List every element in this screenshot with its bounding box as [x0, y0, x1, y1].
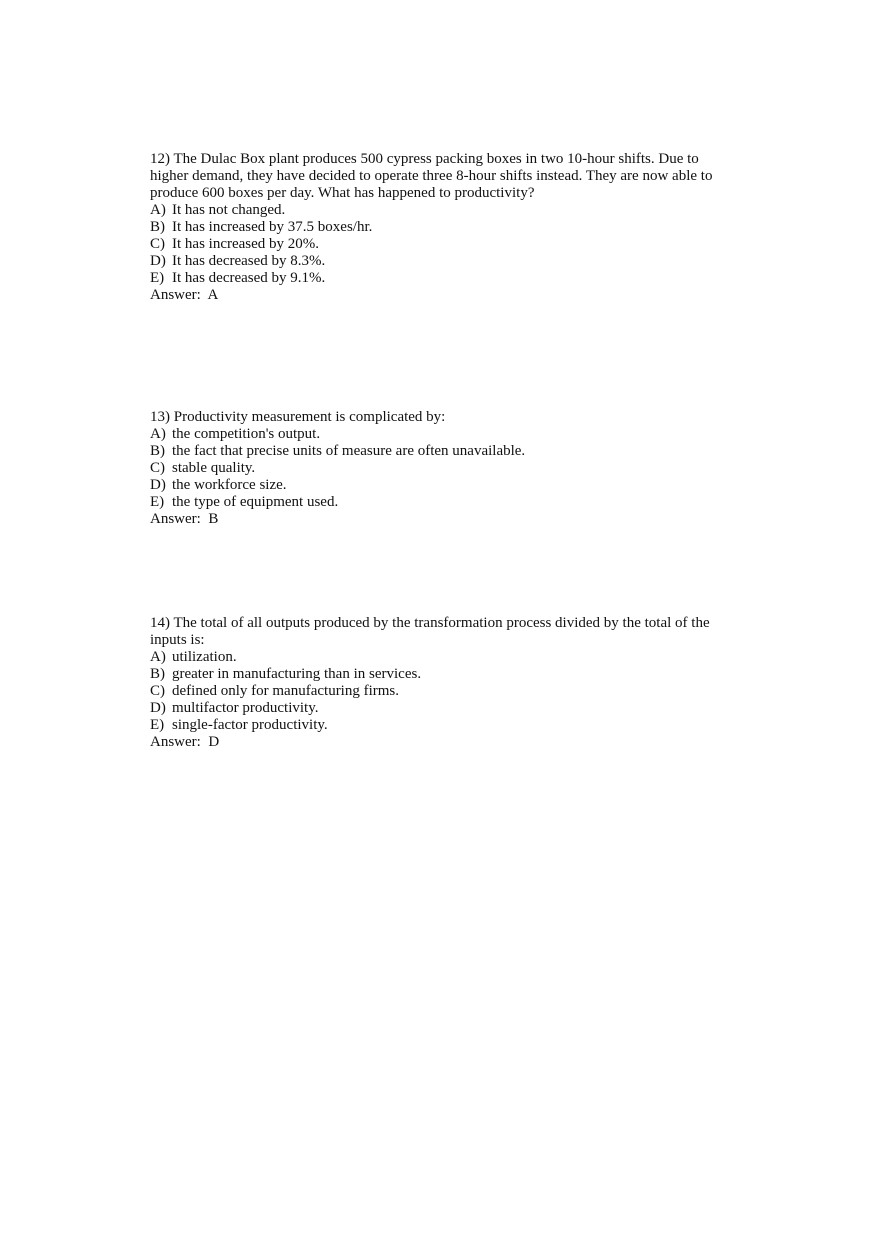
option-text: single-factor productivity. [172, 717, 328, 733]
option-b [150, 443, 725, 460]
option-text: greater in manufacturing than in services. [172, 666, 422, 682]
answer-label: Answer: [150, 511, 201, 527]
option-text: the type of equipment used. [172, 494, 339, 510]
option-d [150, 700, 725, 717]
question-13 [150, 409, 725, 528]
option-text: the workforce size. [172, 477, 287, 493]
option-e [150, 270, 725, 287]
option-c [150, 460, 725, 477]
answer-line [150, 734, 725, 751]
answer-label: Answer: [150, 734, 201, 750]
question-stem [150, 151, 725, 202]
option-text: It has increased by 20%. [172, 236, 320, 252]
option-d [150, 253, 725, 270]
option-letter: B) [150, 219, 165, 235]
option-text: stable quality. [172, 460, 256, 476]
option-e [150, 494, 725, 511]
option-letter: D) [150, 253, 166, 269]
answer-line [150, 511, 725, 528]
option-b [150, 219, 725, 236]
option-letter: A) [150, 649, 166, 665]
answer-value: A [207, 287, 219, 303]
option-letter: C) [150, 460, 165, 476]
option-letter: B) [150, 666, 165, 682]
option-letter: C) [150, 236, 165, 252]
answer-value: D [208, 734, 220, 750]
option-a [150, 426, 725, 443]
option-text: the competition's output. [172, 426, 321, 442]
question-stem [150, 409, 725, 426]
question-text: The total of all outputs produced by the transformation process divided by the total of the inputs is: [150, 615, 710, 648]
option-c [150, 236, 725, 253]
question-number: 12) [150, 151, 170, 167]
options-list [150, 202, 725, 287]
option-c [150, 683, 725, 700]
option-text: multifactor productivity. [172, 700, 319, 716]
option-text: It has increased by 37.5 boxes/hr. [172, 219, 373, 235]
answer-line [150, 287, 725, 304]
option-letter: E) [150, 717, 165, 733]
option-letter: C) [150, 683, 165, 699]
option-text: It has decreased by 8.3%. [172, 253, 326, 269]
option-text: It has not changed. [172, 202, 286, 218]
option-letter: E) [150, 494, 165, 510]
option-d [150, 477, 725, 494]
answer-label: Answer: [150, 287, 201, 303]
option-text: defined only for manufacturing firms. [172, 683, 400, 699]
option-text: the fact that precise units of measure are often unavailable. [172, 443, 526, 459]
option-letter: A) [150, 202, 166, 218]
option-letter: D) [150, 477, 166, 493]
option-text: utilization. [172, 649, 237, 665]
option-b [150, 666, 725, 683]
option-text: It has decreased by 9.1%. [172, 270, 326, 286]
options-list [150, 426, 725, 511]
question-12 [150, 151, 725, 304]
option-letter: B) [150, 443, 165, 459]
question-number: 13) [150, 409, 170, 425]
answer-value: B [208, 511, 219, 527]
option-a [150, 202, 725, 219]
question-stem [150, 615, 725, 649]
question-text: Productivity measurement is complicated by: [173, 409, 446, 425]
options-list [150, 649, 725, 734]
option-letter: A) [150, 426, 166, 442]
option-e [150, 717, 725, 734]
option-letter: D) [150, 700, 166, 716]
question-text: The Dulac Box plant produces 500 cypress packing boxes in two 10-hour shifts. Due to higher demand, they have decided to operate three 8-hour shifts instead. They are now able to produce 600 boxes per day. What has happened to productivity? [150, 151, 713, 201]
option-a [150, 649, 725, 666]
question-number: 14) [150, 615, 170, 631]
option-letter: E) [150, 270, 165, 286]
question-14 [150, 615, 725, 751]
